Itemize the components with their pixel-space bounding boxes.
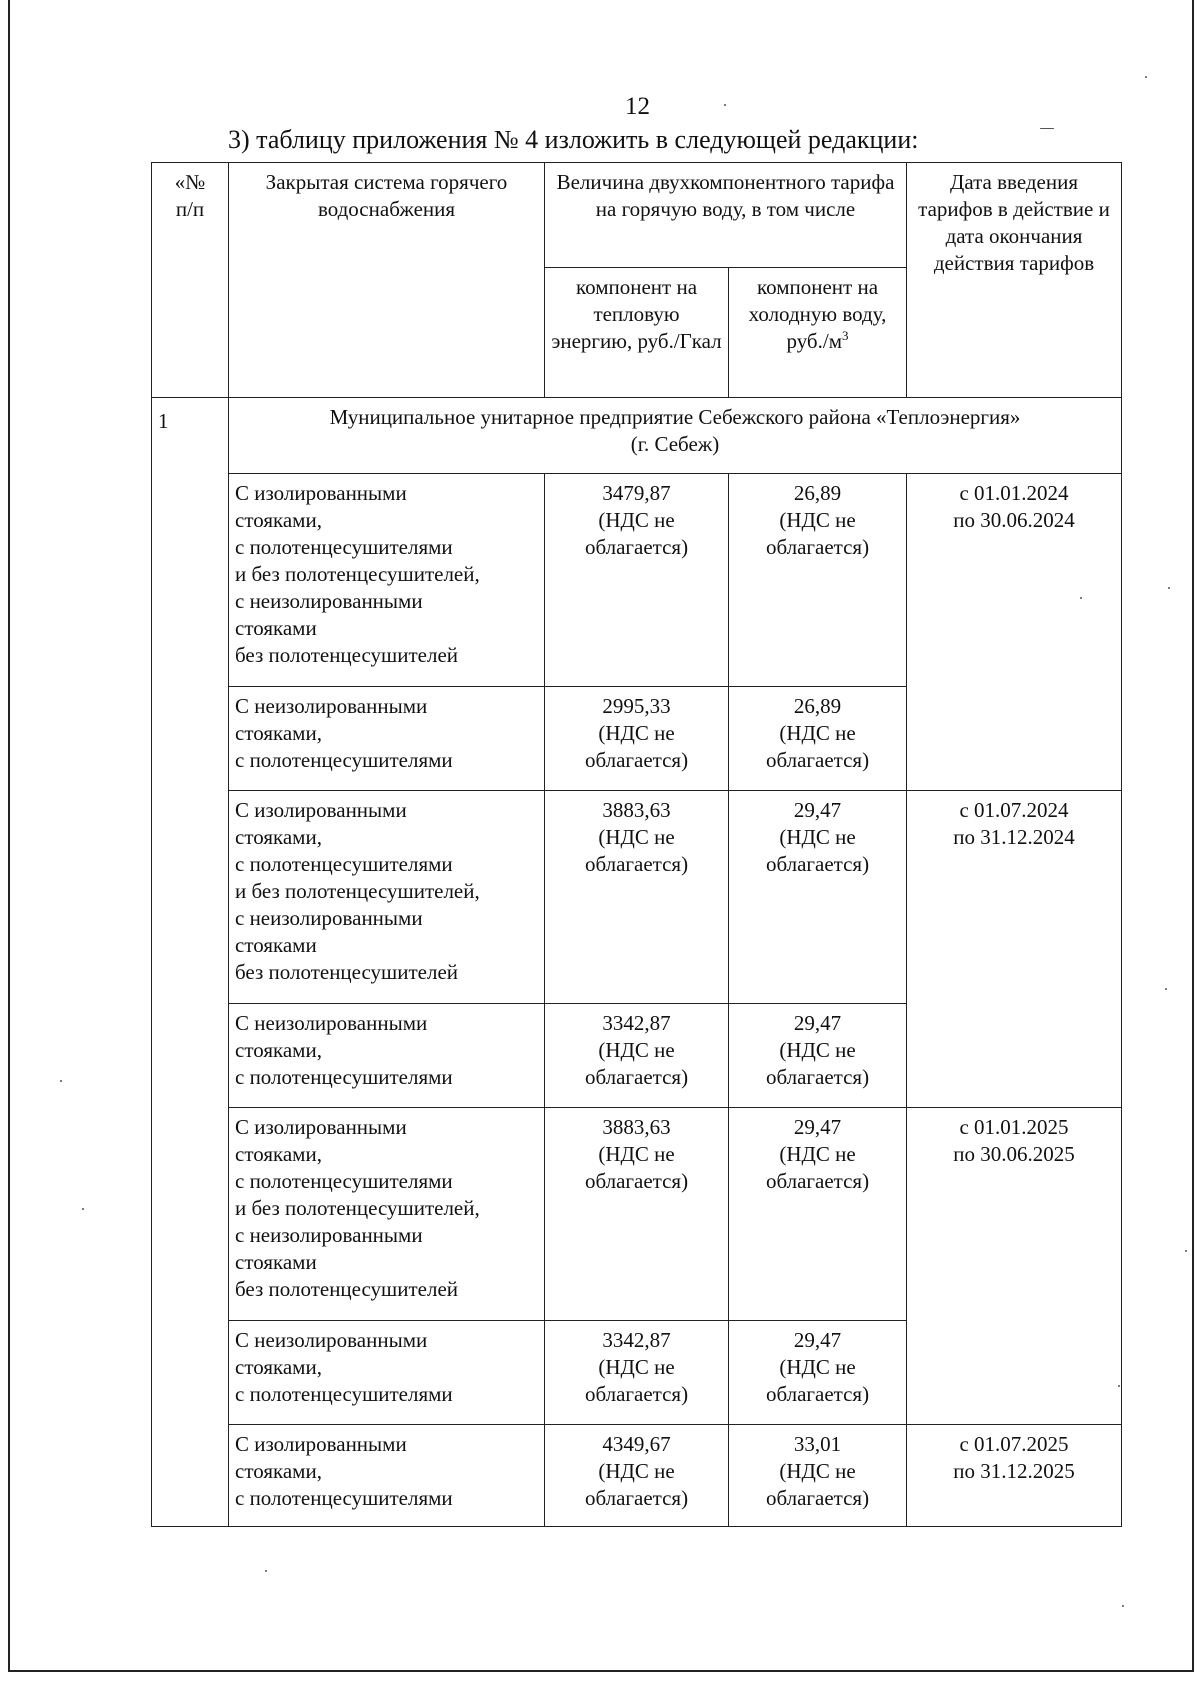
- system-cell: С неизолированными стояками, с полотенцесушителями: [229, 1004, 545, 1108]
- table-row: [152, 474, 1122, 687]
- scan-speck: [1080, 597, 1082, 599]
- org-row: [152, 398, 1122, 474]
- cold-value-cell: 29,47 (НДС не облагается): [729, 1004, 907, 1108]
- scan-speck: [1168, 587, 1170, 589]
- header-row-1: [152, 163, 1122, 268]
- cold-value-cell: 29,47 (НДС не облагается): [729, 791, 907, 1004]
- cold-value-cell: 33,01 (НДС не облагается): [729, 1425, 907, 1527]
- table-row: [152, 1425, 1122, 1527]
- scan-speck: [1122, 1605, 1124, 1607]
- scan-speck: [1185, 1250, 1187, 1252]
- table-row: [152, 1108, 1122, 1321]
- header-cold-component-text: компонент на холодную воду, руб./м: [748, 275, 887, 353]
- heat-value-cell: 3342,87 (НДС не облагается): [545, 1004, 729, 1108]
- org-name: Муниципальное унитарное предприятие Себежского района «Теплоэнергия» (г. Себеж): [229, 398, 1122, 474]
- scan-speck: [1145, 76, 1147, 78]
- system-cell: С неизолированными стояками, с полотенцесушителями: [229, 687, 545, 791]
- date-cell: с 01.07.2024 по 31.12.2024: [907, 791, 1122, 1108]
- header-num: «№ п/п: [152, 163, 229, 398]
- heat-value-cell: 3883,63 (НДС не облагается): [545, 1108, 729, 1321]
- tariff-table: [151, 162, 1122, 1527]
- date-cell: с 01.01.2025 по 30.06.2025: [907, 1108, 1122, 1425]
- scan-speck: [1040, 128, 1054, 129]
- system-cell: С изолированными стояками, с полотенцесушителями: [229, 1425, 545, 1527]
- scan-speck: [1165, 988, 1167, 990]
- heat-value-cell: 2995,33 (НДС не облагается): [545, 687, 729, 791]
- system-cell: С изолированными стояками, с полотенцесушителями и без полотенцесушителей, с неизолированными стояками без полотенцесушителей: [229, 791, 545, 1004]
- heat-value-cell: 3342,87 (НДС не облагается): [545, 1321, 729, 1425]
- system-cell: С неизолированными стояками, с полотенцесушителями: [229, 1321, 545, 1425]
- header-value: Величина двухкомпонентного тарифа на горячую воду, в том числе: [545, 163, 907, 268]
- scan-speck: [724, 104, 726, 106]
- header-cold-component: [729, 268, 907, 398]
- heat-value-cell: 3883,63 (НДС не облагается): [545, 791, 729, 1004]
- scan-speck: [82, 1208, 84, 1210]
- system-cell: С изолированными стояками, с полотенцесушителями и без полотенцесушителей, с неизолированными стояками без полотенцесушителей: [229, 474, 545, 687]
- cold-value-cell: 26,89 (НДС не облагается): [729, 687, 907, 791]
- date-cell: с 01.01.2024 по 30.06.2024: [907, 474, 1122, 791]
- scan-speck: [60, 1080, 62, 1082]
- heat-value-cell: 4349,67 (НДС не облагается): [545, 1425, 729, 1527]
- table-row: [152, 791, 1122, 1004]
- system-cell: С изолированными стояками, с полотенцесушителями и без полотенцесушителей, с неизолированными стояками без полотенцесушителей: [229, 1108, 545, 1321]
- cold-value-cell: 26,89 (НДС не облагается): [729, 474, 907, 687]
- page-number: 12: [625, 93, 650, 120]
- header-heat-component: компонент на тепловую энергию, руб./Гкал: [545, 268, 729, 398]
- header-date: Дата введения тарифов в действие и дата окончания действия тарифов: [907, 163, 1122, 398]
- intro-text: 3) таблицу приложения № 4 изложить в следующей редакции:: [228, 125, 919, 154]
- scan-speck: [1118, 1385, 1120, 1387]
- heat-value-cell: 3479,87 (НДС не облагается): [545, 474, 729, 687]
- header-system: Закрытая система горячего водоснабжения: [229, 163, 545, 398]
- cold-value-cell: 29,47 (НДС не облагается): [729, 1321, 907, 1425]
- scan-speck: [265, 1570, 267, 1572]
- cold-value-cell: 29,47 (НДС не облагается): [729, 1108, 907, 1321]
- date-cell: с 01.07.2025 по 31.12.2025: [907, 1425, 1122, 1527]
- header-cold-component-sup: 3: [842, 328, 849, 343]
- org-number: 1: [152, 398, 229, 1527]
